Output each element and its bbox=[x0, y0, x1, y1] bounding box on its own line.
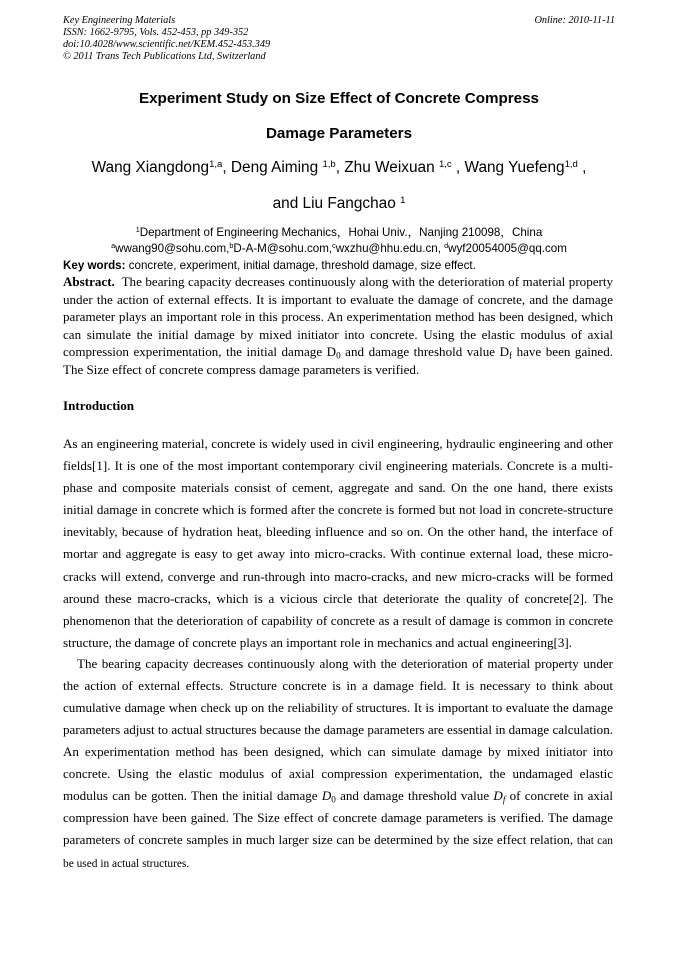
author-list-line-2 bbox=[63, 195, 615, 213]
email-mark: b bbox=[229, 241, 234, 251]
subscript-zero: 0 bbox=[331, 794, 336, 805]
author-separator: , bbox=[577, 159, 587, 176]
author-name: and Liu Fangchao bbox=[272, 195, 396, 212]
symbol-d: D bbox=[493, 788, 503, 804]
author-name: Wang Yuefeng bbox=[464, 159, 565, 176]
email-address: wxzhu@hhu.edu.cn, bbox=[335, 242, 445, 255]
keywords-label: Key words: bbox=[63, 259, 126, 272]
subscript-f: f bbox=[502, 794, 506, 805]
paragraph-text: of concrete in axial compression have been gained. The Size effect of concrete damage parameters is verified. The damage parameters of concrete samples in much larger size can be determined by the size effect relation, bbox=[63, 788, 613, 848]
author-name: Deng Aiming bbox=[230, 159, 319, 176]
affiliation-text: Department of Engineering Mechanics，Hohai Univ.，Nanjing 210098，China bbox=[139, 226, 543, 239]
abstract-text: The bearing capacity decreases continuously along with the deterioration of material property under the action of external effects. It is important to evaluate the damage of concrete, and the damage parameter plays an important role in this process. An experimentation method has been designed, which can simulate the initial damage by mixed initiator into concrete. Using the elastic modulus of axial compression experimentation, the initial damage D bbox=[63, 274, 617, 360]
author-affiliation-mark: 1 bbox=[400, 194, 406, 206]
author-affiliation-mark: 1,b bbox=[322, 158, 336, 170]
abstract-text: and damage threshold value D bbox=[340, 344, 509, 360]
paragraph-tail-text: that can be used in actual structures. bbox=[63, 835, 613, 871]
journal-name: Key Engineering Materials bbox=[63, 15, 176, 26]
introduction-paragraph-2 bbox=[63, 653, 613, 875]
paper-title-line-1: Experiment Study on Size Effect of Concrete Compress bbox=[138, 90, 540, 107]
email-mark: d bbox=[444, 241, 449, 251]
email-address: wwang90@sohu.com, bbox=[115, 242, 230, 255]
introduction-paragraph-1: As an engineering material, concrete is widely used in civil engineering, hydraulic engineering and other fields[1]. It is one of the most important contemporary civil engineering materials. Concrete is a multi-phase and composite materials consist of cement, aggregate and sand. On the one hand, there exists initial damage in concrete which is formed after the concrete is formed but not load in concrete-structure inevitably, because of hydration heat, bleeding influence and so on. On the other hand, the interface of mortar and aggregate is easy to get away into micro-cracks. With continue external load, these micro-cracks will extend, converge and run-through into macro-cracks, and new micro-cracks will be formed around these macro-cracks, which is a vicious circle that deteriorate the quality of concrete[2]. The phenomenon that the deterioration of capability of concrete as a result of damage is common in concrete structure, the damage of concrete plays an important role in mechanics and actual engineering[3]. bbox=[63, 436, 613, 650]
subscript-f: f bbox=[509, 350, 513, 361]
online-date: Online: 2010-11-11 bbox=[534, 15, 615, 26]
issn-line: ISSN: 1662-9795, Vols. 452-453, pp 349-352 bbox=[63, 27, 249, 38]
author-affiliation-mark: 1,c bbox=[438, 158, 452, 170]
subscript-zero: 0 bbox=[336, 350, 341, 361]
abstract-label: Abstract. bbox=[63, 274, 115, 289]
email-address: D-A-M@sohu.com, bbox=[233, 242, 333, 255]
email-list bbox=[63, 242, 615, 255]
author-affiliation-mark: 1,d bbox=[564, 158, 578, 170]
symbol-d: D bbox=[321, 788, 332, 804]
email-mark: a bbox=[111, 241, 116, 251]
affiliation bbox=[63, 224, 615, 240]
author-separator: , bbox=[222, 159, 231, 176]
author-name: Zhu Weixuan bbox=[344, 159, 435, 176]
keywords-text: concrete, experiment, initial damage, threshold damage, size effect. bbox=[125, 259, 476, 272]
email-address: wyf20054005@qq.com bbox=[448, 242, 567, 255]
copyright-line: © 2011 Trans Tech Publications Ltd, Switzerland bbox=[63, 51, 266, 62]
doi-line: doi:10.4028/www.scientific.net/KEM.452-453.349 bbox=[63, 39, 271, 50]
journal-header bbox=[63, 15, 270, 63]
paragraph-text: and damage threshold value bbox=[335, 788, 494, 804]
affiliation-mark: 1 bbox=[135, 225, 140, 235]
abstract-text: have been gained. The Size effect of concrete compress damage parameters is verified. bbox=[63, 344, 613, 377]
author-list-line-1 bbox=[63, 159, 615, 177]
keywords bbox=[63, 259, 623, 272]
abstract bbox=[63, 273, 617, 379]
author-affiliation-mark: 1,a bbox=[209, 158, 223, 170]
author-separator: , bbox=[335, 159, 345, 176]
paragraph-text: The bearing capacity decreases continuously along with the deterioration of material property under the action of external effects. Structure concrete is in a damage field. It is necessary to think about cumulative damage when check up on the reliability of structures. It is important to evaluate the damage parameters adjust to actual structures because the damage parameters are essential in damage calculation. An experimentation method has been designed, which can simulate damage by mixed initiator into concrete. Using the elastic modulus of axial compression experimentation, the undamaged elastic modulus can be gotten. Then the initial damage bbox=[63, 656, 613, 804]
email-mark: c bbox=[332, 241, 336, 251]
paper-title-line-2: Damage Parameters bbox=[265, 125, 413, 142]
author-separator: , bbox=[451, 159, 465, 176]
author-name: Wang Xiangdong bbox=[91, 159, 210, 176]
section-heading-introduction: Introduction bbox=[63, 398, 135, 413]
